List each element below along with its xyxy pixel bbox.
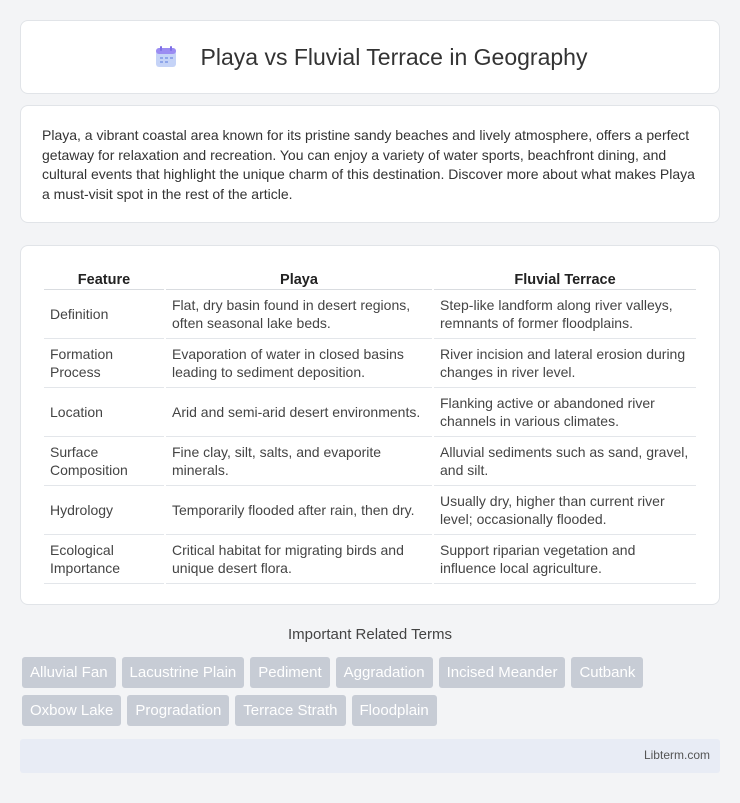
table-cell: Definition — [44, 290, 164, 339]
table-cell: Hydrology — [44, 486, 164, 535]
comparison-table — [42, 266, 698, 584]
comparison-card — [20, 245, 720, 605]
related-term-tag[interactable]: Pediment — [250, 657, 329, 688]
table-cell: Flat, dry basin found in desert regions, often seasonal lake beds. — [166, 290, 432, 339]
table-row — [44, 437, 696, 486]
table-cell: Support riparian vegetation and influence local agriculture. — [434, 535, 696, 584]
table-header-row — [44, 266, 696, 290]
table-cell: Evaporation of water in closed basins leading to sediment deposition. — [166, 339, 432, 388]
header-feature: Feature — [44, 266, 164, 290]
title-card — [20, 20, 720, 94]
intro-card — [20, 105, 720, 223]
table-cell: Ecological Importance — [44, 535, 164, 584]
table-cell: Arid and semi-arid desert environments. — [166, 388, 432, 437]
table-row — [44, 290, 696, 339]
related-term-tag[interactable]: Terrace Strath — [235, 695, 345, 726]
related-term-tag[interactable]: Alluvial Fan — [22, 657, 116, 688]
table-cell: Usually dry, higher than current river level; occasionally flooded. — [434, 486, 696, 535]
table-cell: Surface Composition — [44, 437, 164, 486]
related-term-tag[interactable]: Cutbank — [571, 657, 643, 688]
table-cell: Flanking active or abandoned river channels in various climates. — [434, 388, 696, 437]
table-cell: Location — [44, 388, 164, 437]
header-playa: Playa — [166, 266, 432, 290]
table-row — [44, 486, 696, 535]
table-cell: Critical habitat for migrating birds and unique desert flora. — [166, 535, 432, 584]
related-terms-list — [22, 657, 722, 726]
intro-text: Playa, a vibrant coastal area known for its pristine sandy beaches and lively atmosphere, offers a perfect getaway for relaxation and recreation. You can enjoy a variety of water sports, beachfront dining, and cultural events that highlight the unique charm of this destination. Discover more about what makes Playa a must-visit spot in the rest of the article. — [42, 127, 695, 202]
related-term-tag[interactable]: Progradation — [127, 695, 229, 726]
related-term-tag[interactable]: Incised Meander — [439, 657, 566, 688]
table-cell: Alluvial sediments such as sand, gravel, and silt. — [434, 437, 696, 486]
table-cell: Formation Process — [44, 339, 164, 388]
table-row — [44, 535, 696, 584]
related-term-tag[interactable]: Aggradation — [336, 657, 433, 688]
table-cell: Temporarily flooded after rain, then dry. — [166, 486, 432, 535]
related-term-tag[interactable]: Lacustrine Plain — [122, 657, 245, 688]
related-terms-title: Important Related Terms — [288, 626, 452, 643]
page-title: Playa vs Fluvial Terrace in Geography — [200, 43, 588, 70]
table-row — [44, 339, 696, 388]
related-term-tag[interactable]: Floodplain — [352, 695, 437, 726]
calendar-icon — [153, 44, 179, 70]
table-cell: Step-like landform along river valleys, remnants of former floodplains. — [434, 290, 696, 339]
table-cell: River incision and lateral erosion during changes in river level. — [434, 339, 696, 388]
related-term-tag[interactable]: Oxbow Lake — [22, 695, 121, 726]
footer-site-link[interactable]: Libterm.com — [643, 748, 710, 762]
footer — [20, 739, 720, 773]
header-fluvial-terrace: Fluvial Terrace — [434, 266, 696, 290]
table-row — [44, 388, 696, 437]
table-cell: Fine clay, silt, salts, and evaporite minerals. — [166, 437, 432, 486]
